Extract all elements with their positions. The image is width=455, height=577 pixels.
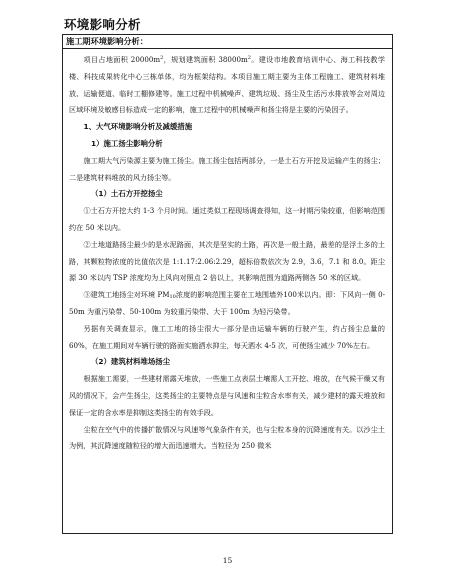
item-heading-excavation: （1）土石方开挖扬尘: [91, 189, 163, 199]
table-header: 施工期环境影响分析：: [63, 35, 392, 49]
square-unit-superscript: 2: [160, 55, 164, 61]
intro-text-part-1: 项目占地面积 20000m: [83, 55, 161, 64]
road-dust-paragraph: ②土地道路扬尘最少的是水泥路面，其次是坚实的土路，再次是一般土路，最差的是浮土多的土路，其颗粒物浓度的比值依次是 1:1.17:2.06:2.29，超标倍数依次为 2.9，3.6，7.1 和 8.0。距尘源 30 米以内 TSP 浓度均为上风向对照点 2 倍以上，其影响范围为道路两侧各 50 米的区域。: [69, 239, 385, 283]
page-number: 15: [222, 556, 233, 565]
pm10-paragraph: [69, 287, 385, 321]
intro-text-part-2: ，规划建筑面积 38000m: [163, 55, 248, 64]
pm10-text-part-2: 浓度的影响范围主要在工地围墙外100米以内。即：下风向一侧 0-50m 为重污染带、50-100m 为较重污染带、大于 100m 为轻污染带。: [69, 290, 385, 316]
intro-paragraph: [69, 52, 385, 119]
stockpile-paragraph: 根据施工需要，一些建材需露天堆放，一些施工点表层土壤需人工开挖、堆放，在气候干燥又有风的情况下，会产生扬尘，这类扬尘的主要特点是与风速和尘粒含水率有关，减少建材的露天堆放和保证一定的含水率是抑制这类扬尘的有效手段。: [69, 374, 385, 417]
excavation-paragraph: ①土石方开挖大约 1-3 个月时间。通过类似工程现场调查得知，这一时期污染较重，但影响范围约在 50 米以内。: [69, 206, 385, 232]
dust-sources-paragraph: 施工期大气污染源主要为施工扬尘。施工扬尘包括两部分，一是土石方开挖及运输产生的扬尘；二是建筑材料堆放的风力扬尘等。: [69, 155, 385, 182]
pm10-text-part-1: ③建筑工地扬尘对环境 PM: [83, 290, 170, 300]
square-unit-superscript: 2: [247, 55, 251, 61]
item-heading-stockpile: （2）建筑材料堆场扬尘: [91, 357, 171, 367]
pm10-subscript: 10: [169, 294, 176, 301]
page-title: 环境影响分析: [64, 17, 141, 32]
content-table: [62, 34, 393, 534]
vehicle-dust-paragraph: 另据有关调查显示，施工工地的扬尘很大一部分是由运输车辆的行驶产生，约占扬尘总量的 60%，在施工期间对车辆行驶的路面实施洒水抑尘，每天洒水 4-5 次，可使扬尘减少 70%左右。: [69, 323, 385, 350]
subsection-heading: 1）施工扬尘影响分析: [91, 138, 163, 148]
table-body: [63, 49, 392, 455]
intro-text-part-3: 。建设市地教育培训中心、海工科技教学楼、科技成果转化中心三栋单体，均为框架结构。本项目施工期主要为主体工程施工、建筑材料堆放、运输便道、临时工棚修建等。施工过程中机械噪声、建筑垃圾、扬尘及生活污水排放等会对周边区域环境及敏感目标造成一定的影响，施工过程中的机械噪声和扬尘将是主要的污染因子。: [69, 55, 385, 115]
settling-paragraph: 尘粒在空气中的传播扩散情况与风速等气象条件有关，也与尘粒本身的沉降速度有关。以沙尘土为例，其沉降速度随粒径的增大而迅速增大。当粒径为 250 微米: [69, 424, 385, 451]
section-heading: 1、大气环境影响分析及减缓措施: [83, 122, 193, 132]
